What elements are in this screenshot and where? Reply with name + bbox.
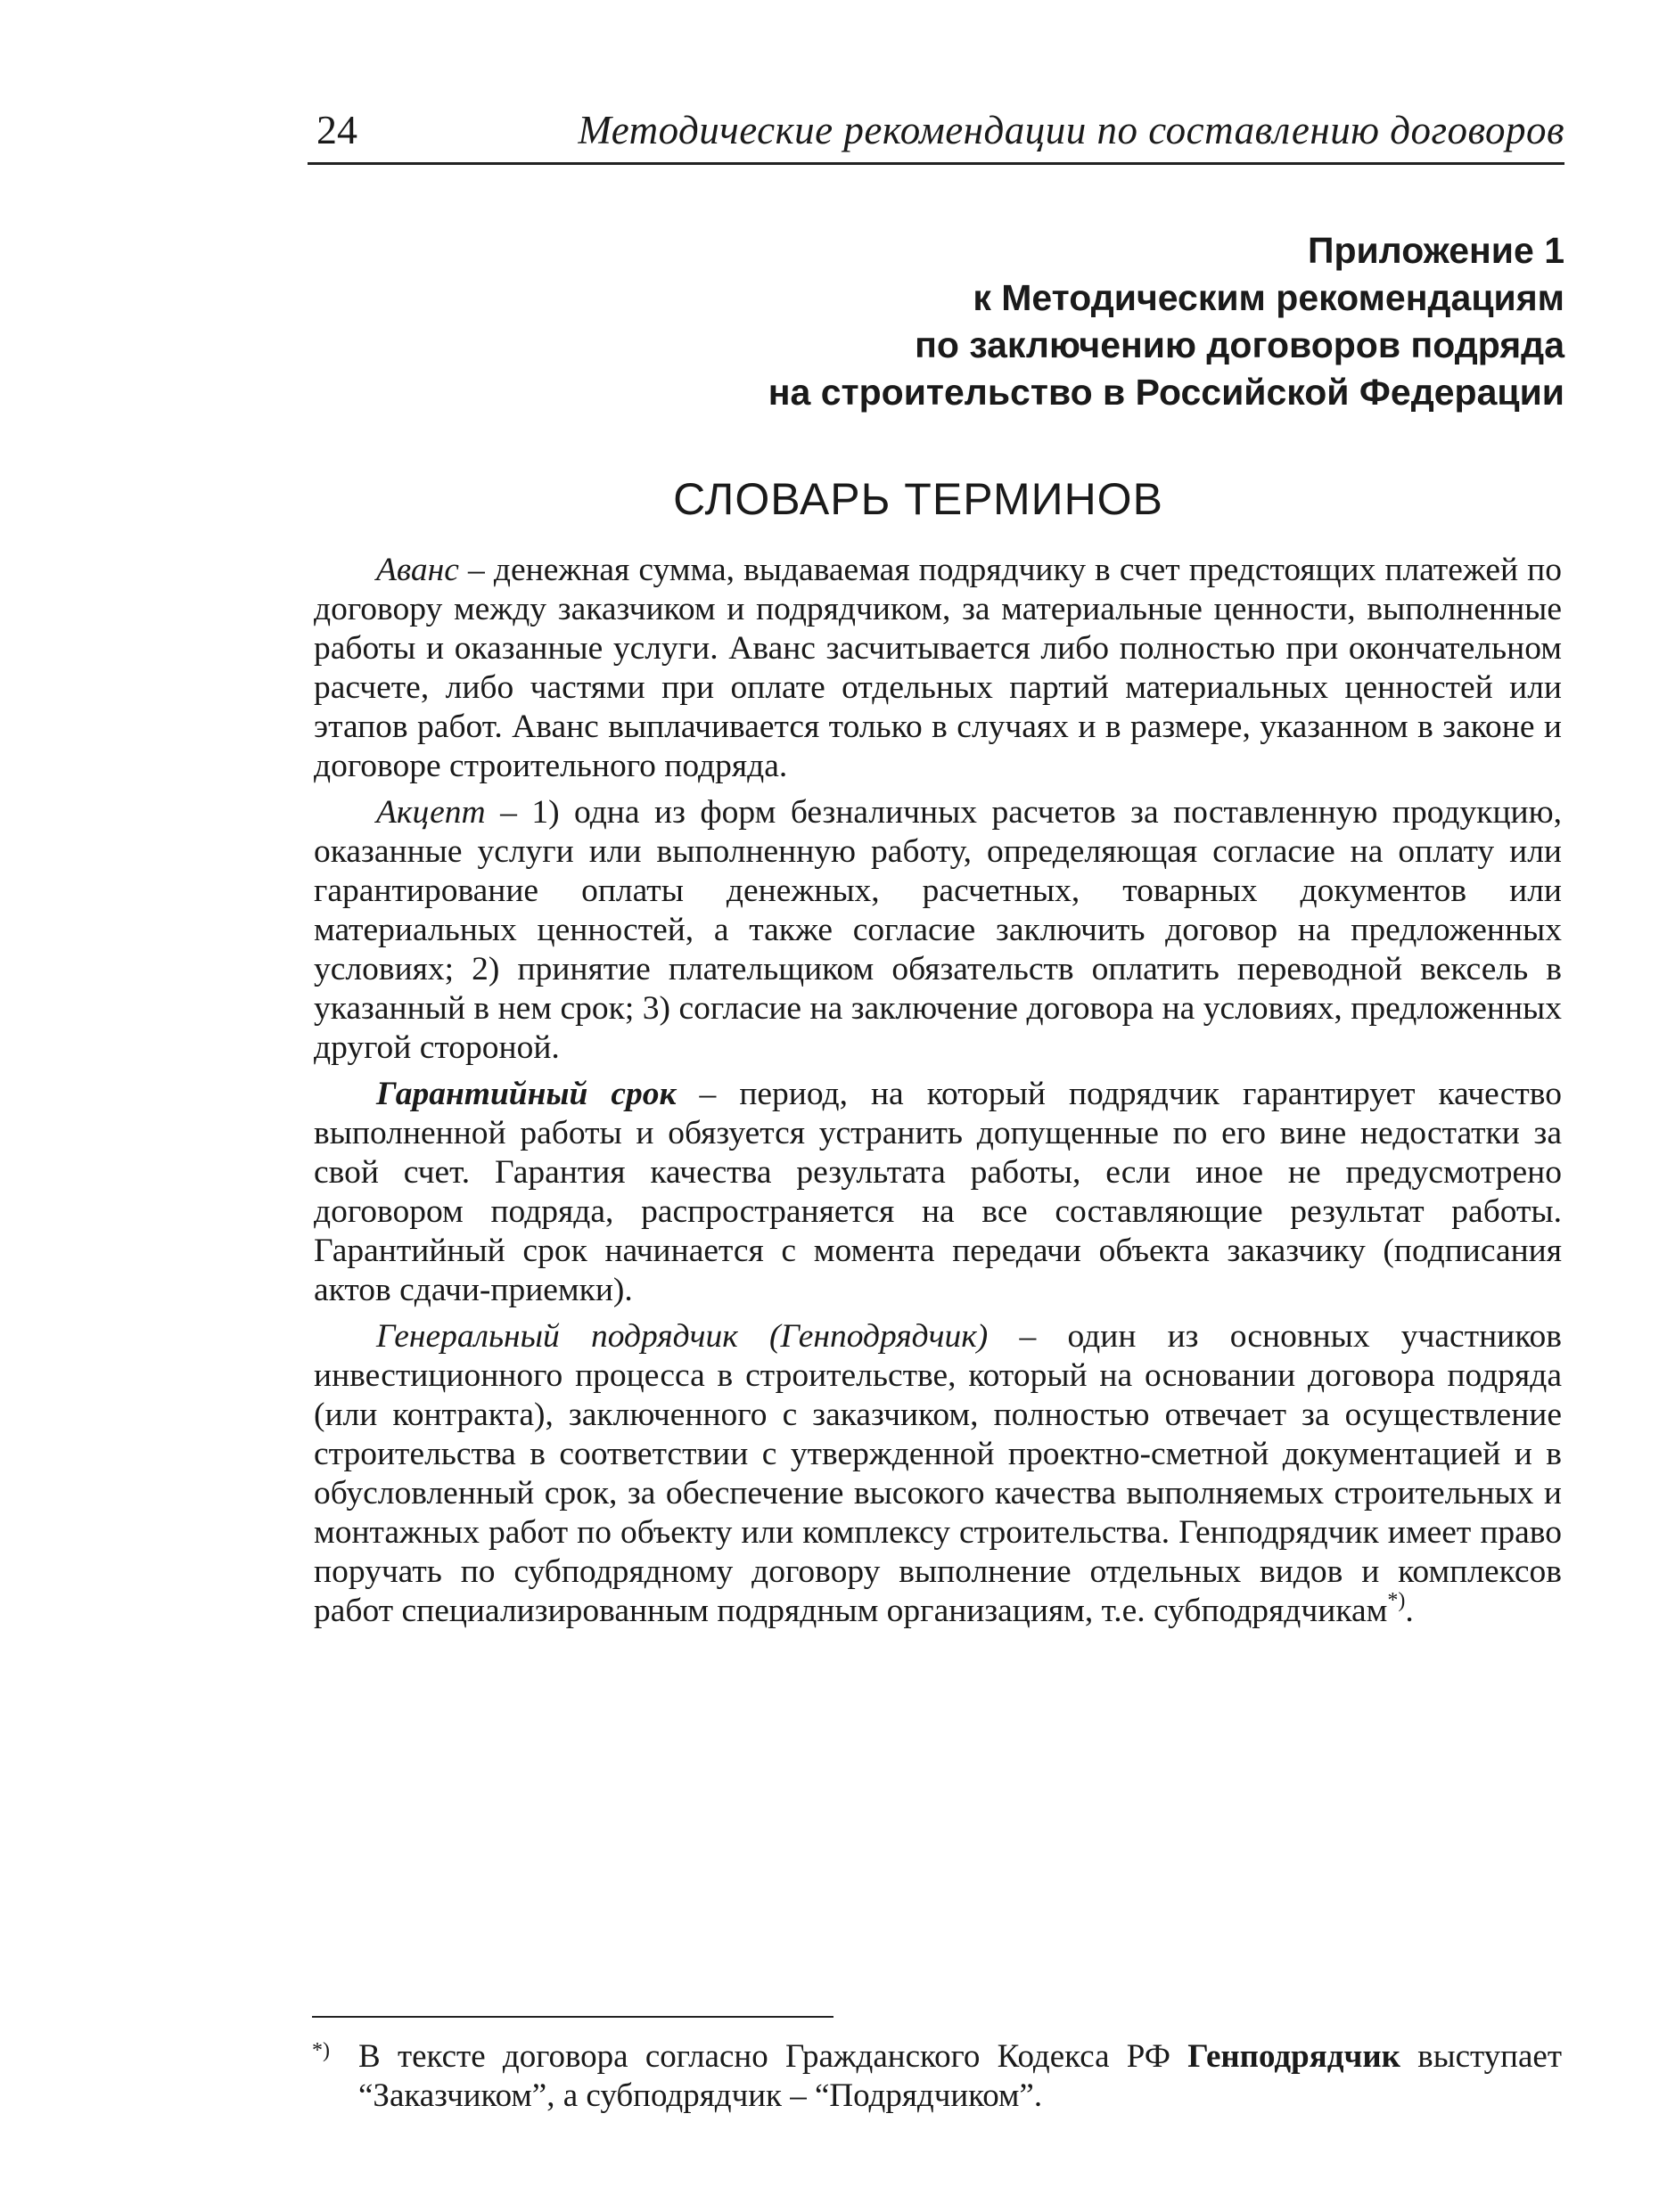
footnote-strong-term: Генподрядчик xyxy=(1187,2038,1400,2075)
footnote-text xyxy=(312,2037,1562,2116)
glossary-term: Акцепт xyxy=(376,794,486,831)
glossary-body xyxy=(314,551,1562,1638)
appendix-line: по заключению договоров подряда xyxy=(915,324,1564,365)
footnote-text-before: В тексте договора согласно Гражданского Кодекса РФ xyxy=(358,2038,1188,2075)
glossary-term: Генеральный подрядчик (Генподрядчик) xyxy=(376,1318,989,1355)
glossary-definition: – 1) одна из форм безналичных расчетов за поставленную продукцию, оказанные услуги или выполненную работу, определяющая согласие на оплату или гарантирование оплаты денежных, расчетных, товарных документов или материальных ценностей, а также согласие заключить договор на предложенных условиях; 2) принятие плательщиком обязательств оплатить переводной вексель в указанный в нем срок; 3) согласие на заключение договора на условиях, предложенных другой стороной. xyxy=(314,794,1562,1066)
running-header-title: Методические рекомендации по составлению договоров xyxy=(578,108,1564,152)
glossary-entry xyxy=(314,793,1562,1068)
glossary-definition: – денежная сумма, выдаваемая подрядчику в счет предстоящих платежей по договору между заказчиком и подрядчиком, за материальные ценности, выполненные работы и оказанные услуги. Аванс засчитывается либо полностью при окончательном расчете, либо частями при оплате отдельных партий материальных ценностей или этапов работ. Аванс выплачивается только в случаях и в размере, указанном в законе и договоре строительного подряда. xyxy=(314,552,1562,784)
appendix-line: Приложение 1 xyxy=(1307,230,1564,271)
glossary-definition: – один из основных участников инвестиционного процесса в строительстве, который на основании договора подряда (или контракта), заключенного с заказчиком, полностью отвечает за осуществление строительства в соответствии с утвержденной проектно-сметной документацией и в обусловленный срок, за обеспечение высокого качества выполняемых строительных и монтажных работ по объекту или комплексу строительства. Генподрядчик имеет право поручать по субподрядному договору выполнение отдельных видов и комплексов работ специализированным подрядным организациям, т.е. субподрядчикам xyxy=(314,1318,1563,1629)
glossary-entry xyxy=(314,1075,1562,1310)
footnote-rule xyxy=(312,2016,834,2018)
glossary-entry xyxy=(314,551,1562,786)
running-header xyxy=(308,98,1564,160)
glossary-entry xyxy=(314,1317,1562,1631)
header-rule xyxy=(308,162,1564,165)
glossary-term: Аванс xyxy=(376,552,459,588)
footnote xyxy=(312,2037,1562,2116)
glossary-definition: – период, на который подрядчик гарантирует качество выполненной работы и обязуется устранить допущенные по его вине недостатки за свой счет. Гарантия качества результата работы, если иное не предусмотрено договором подряда, распространяется на все составляющие результат работы. Гарантийный срок начинается с момента передачи объекта заказчику (подписания актов сдачи-приемки). xyxy=(314,1076,1562,1308)
glossary-definition-tail: . xyxy=(1405,1593,1414,1629)
section-title: СЛОВАРЬ ТЕРМИНОВ xyxy=(673,474,1163,524)
footnote-marker: *) xyxy=(312,2039,330,2062)
appendix-line: на строительство в Российской Федерации xyxy=(768,372,1564,413)
footnote-text-after: выступает “Заказчиком”, а субподрядчик – “Подрядчиком”. xyxy=(358,2038,1562,2114)
appendix-line: к Методическим рекомендациям xyxy=(973,277,1564,318)
page-number: 24 xyxy=(316,107,357,152)
footnote-reference[interactable]: *) xyxy=(1387,1589,1406,1612)
appendix-caption xyxy=(406,227,1564,416)
glossary-term: Гарантийный срок xyxy=(376,1076,677,1112)
